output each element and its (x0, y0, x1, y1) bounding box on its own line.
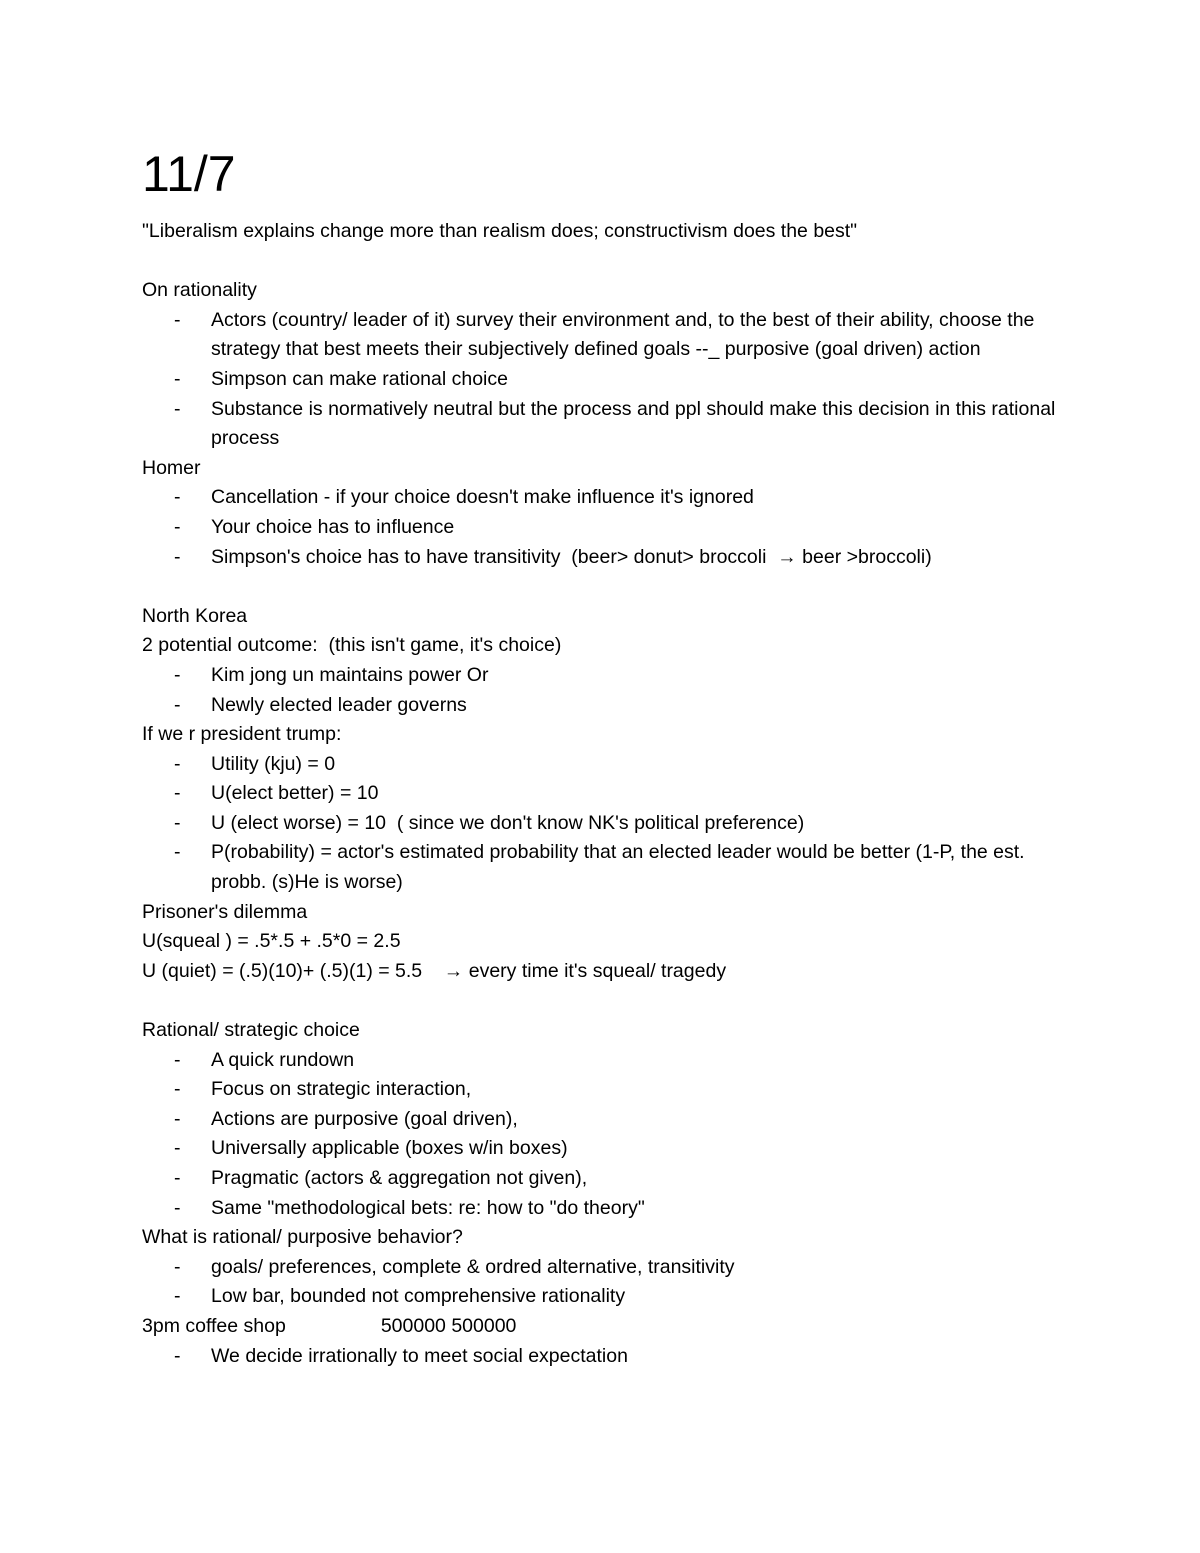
outcomes-list (142, 661, 1062, 720)
list-item-text: Focus on strategic interaction, (211, 1078, 472, 1101)
list-item (142, 691, 1062, 721)
list-item-text: Simpson can make rational choice (211, 367, 508, 390)
prisoners-heading: Prisoner's dilemma (142, 900, 308, 923)
outcomes-heading: 2 potential outcome: (this isn't game, it's choice) (142, 634, 562, 657)
list-item-text: Actions are purposive (goal driven), (211, 1107, 518, 1130)
quote: "Liberalism explains change more than realism does; constructivism does the best" (142, 220, 858, 242)
list-item-text: We decide irrationally to meet social expectation (211, 1344, 628, 1367)
bullet-dash: - (174, 1048, 181, 1071)
bullet-dash: - (174, 693, 181, 716)
list-item (142, 809, 1062, 839)
list-item (142, 513, 1062, 543)
list-item (142, 395, 1062, 454)
list-item-text: Pragmatic (actors & aggregation not given), (211, 1167, 588, 1189)
list-item (142, 661, 1062, 691)
list-item (142, 1134, 1062, 1164)
bullet-dash: - (174, 515, 181, 538)
quiet-utility: U (quiet) = (.5)(10)+ (.5)(1) = 5.5 → every time it's squeal/ tragedy (142, 959, 727, 982)
bullet-dash: - (174, 367, 181, 390)
coffee-shop-label: 3pm coffee shop (142, 1314, 286, 1337)
spacer (142, 986, 1062, 1016)
bullet-dash: - (174, 1167, 181, 1189)
list-item (142, 838, 1062, 897)
bullet-dash: - (174, 1344, 181, 1367)
list-item (142, 1253, 1062, 1283)
list-item (142, 483, 1062, 513)
bullet-dash: - (174, 752, 181, 775)
list-item-text: Substance is normatively neutral but the process and ppl should make this decision in this rational process (211, 397, 1056, 450)
bullet-dash: - (174, 1107, 181, 1130)
bullet-dash: - (174, 1078, 181, 1101)
homer-list (142, 483, 1062, 572)
page-title: 11/7 (142, 146, 236, 202)
purposive-list (142, 1253, 1062, 1312)
bullet-dash: - (174, 663, 181, 686)
rationality-list (142, 306, 1062, 454)
bullet-dash: - (174, 1255, 181, 1278)
strategic-list (142, 1046, 1062, 1224)
coffee-shop-line (142, 1312, 1062, 1342)
list-item (142, 779, 1062, 809)
list-item (142, 1282, 1062, 1312)
trump-list (142, 750, 1062, 898)
list-item (142, 543, 1062, 573)
list-item-text: Newly elected leader governs (211, 693, 467, 716)
homer-heading: Homer (142, 456, 201, 479)
strategic-heading: Rational/ strategic choice (142, 1019, 360, 1042)
list-item-text: Utility (kju) = 0 (211, 752, 336, 775)
bullet-dash: - (174, 308, 181, 331)
notes-body (142, 217, 1062, 1371)
list-item (142, 1164, 1062, 1194)
bullet-dash: - (174, 397, 181, 420)
list-item-text: Low bar, bounded not comprehensive rationality (211, 1285, 626, 1308)
list-item (142, 306, 1062, 365)
rationality-heading: On rationality (142, 279, 257, 302)
bullet-dash: - (174, 486, 181, 509)
list-item-text: Same "methodological bets: re: how to "do theory" (211, 1196, 645, 1219)
list-item-text: Universally applicable (boxes w/in boxes) (211, 1137, 568, 1160)
bullet-dash: - (174, 1196, 181, 1219)
purposive-heading: What is rational/ purposive behavior? (142, 1226, 463, 1249)
list-item (142, 1194, 1062, 1224)
coffee-shop-numbers: 500000 500000 (380, 1314, 517, 1337)
list-item-text: U (elect worse) = 10 ( since we don't know NK's political preference) (211, 811, 805, 834)
bullet-dash: - (174, 782, 181, 805)
north-korea-heading: North Korea (142, 604, 248, 627)
list-item (142, 1046, 1062, 1076)
list-item-text: Cancellation - if your choice doesn't make influence it's ignored (211, 486, 754, 509)
list-item (142, 365, 1062, 395)
list-item-text: goals/ preferences, complete & ordred alternative, transitivity (211, 1255, 735, 1278)
bullet-dash: - (174, 811, 181, 834)
list-item-text: A quick rundown (211, 1048, 355, 1071)
trump-heading: If we r president trump: (142, 723, 342, 746)
bullet-dash: - (174, 841, 181, 864)
spacer (142, 247, 1062, 277)
spacer (142, 572, 1062, 602)
list-item-text: Your choice has to influence (211, 515, 455, 538)
bullet-dash: - (174, 1285, 181, 1308)
list-item-text: U(elect better) = 10 (211, 782, 379, 805)
squeal-utility: U(squeal ) = .5*.5 + .5*0 = 2.5 (142, 930, 401, 953)
bullet-dash: - (174, 545, 181, 568)
list-item (142, 750, 1062, 780)
list-item-text: Simpson's choice has to have transitivity (beer> donut> broccoli → beer >broccoli) (211, 545, 932, 568)
bullet-dash: - (174, 1137, 181, 1160)
list-item-text: Kim jong un maintains power Or (211, 663, 489, 686)
list-item-text: P(robability) = actor's estimated probability that an elected leader would be better (1-P, the est. probb. (s)He is worse) (211, 841, 1025, 894)
coffee-list (142, 1342, 1062, 1372)
list-item (142, 1105, 1062, 1135)
list-item (142, 1075, 1062, 1105)
list-item (142, 1342, 1062, 1372)
list-item-text: Actors (country/ leader of it) survey their environment and, to the best of their ability, choose the strategy that best meets their subjectively defined goals --_ purposive (goal driven) action (211, 308, 1035, 361)
